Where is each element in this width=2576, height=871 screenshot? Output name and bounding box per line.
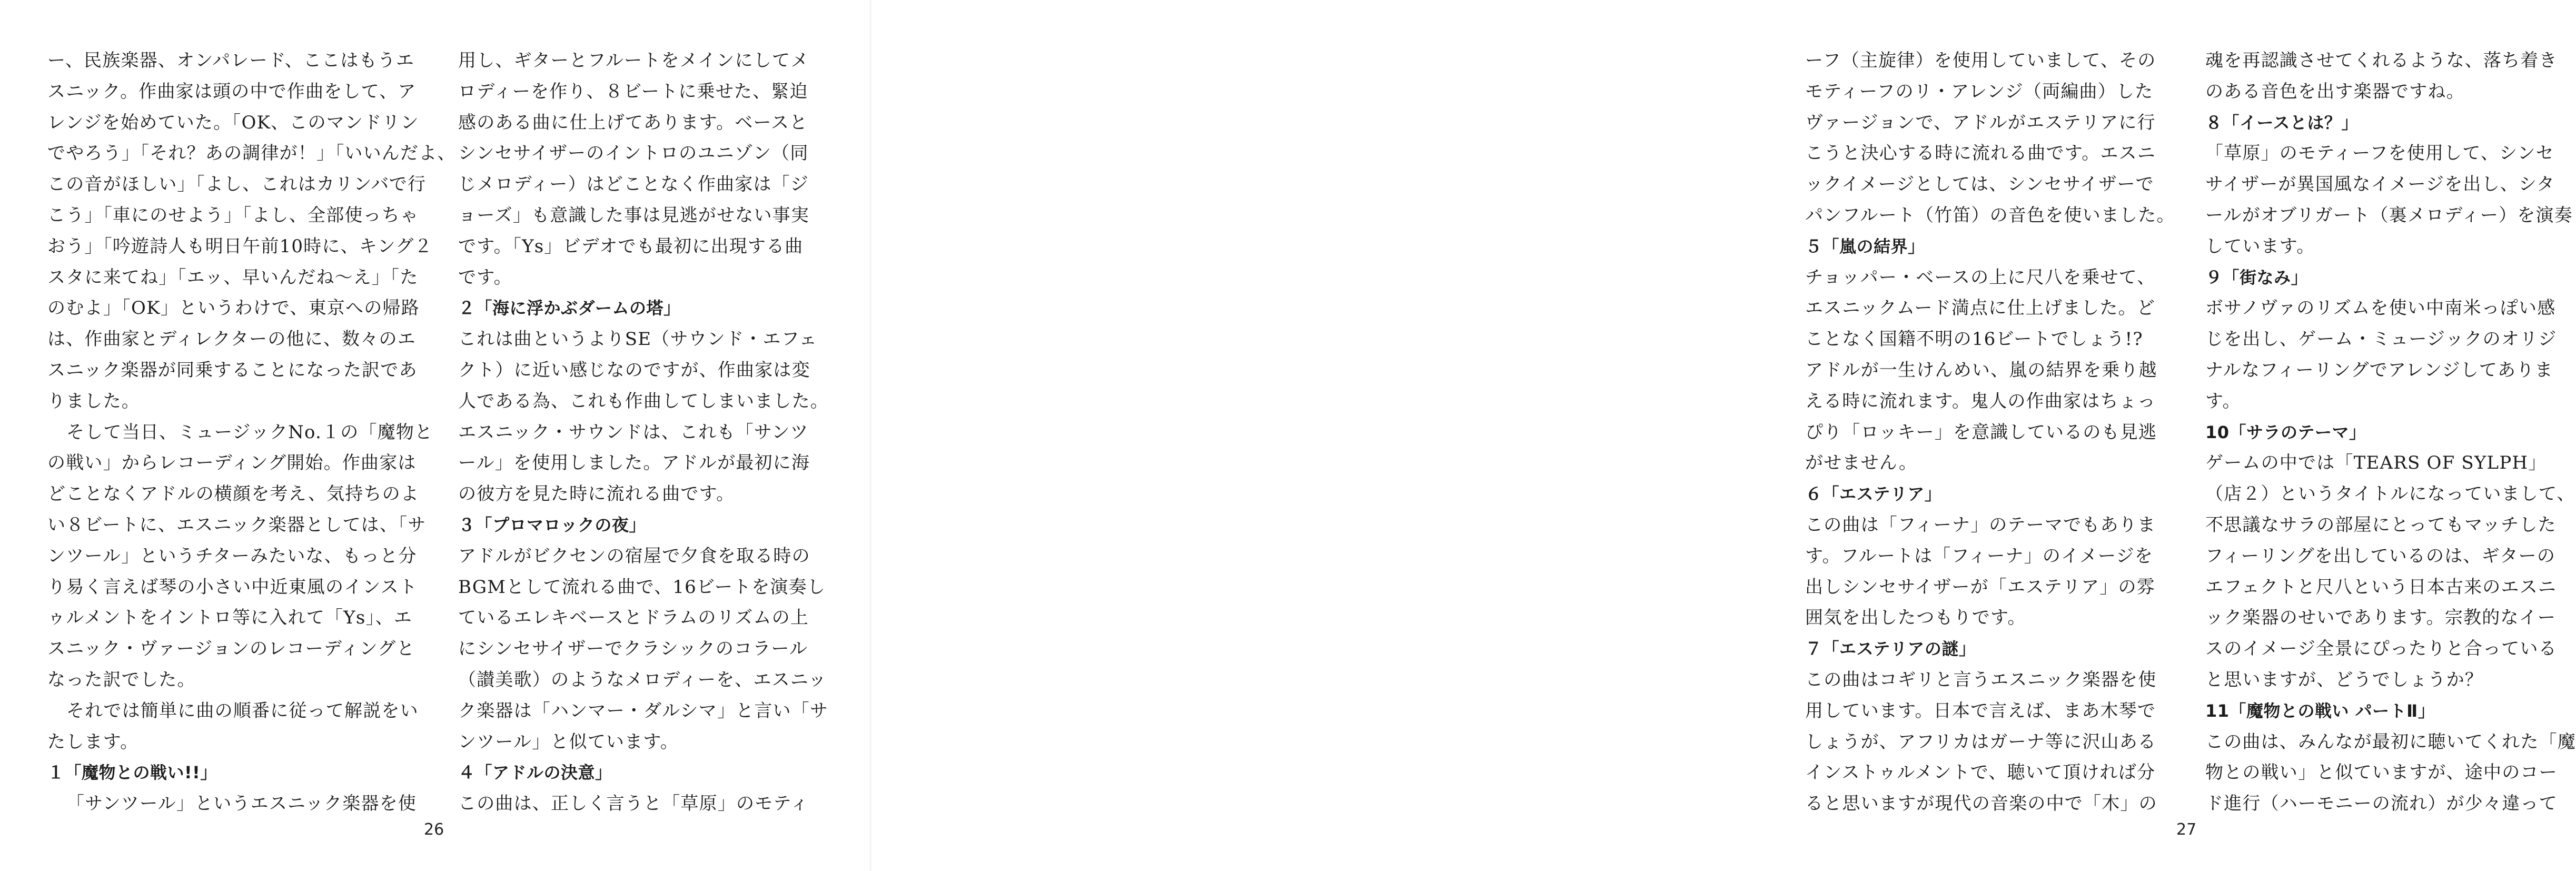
text-line: り易く言えば琴の小さい中近東風のインスト (47, 576, 418, 598)
text-line: ているエレキベースとドラムのリズムの上 (458, 607, 809, 629)
text-line: ゲームの中では「TEARS OF SYLPH」 (2205, 452, 2547, 474)
text-line: ボサノヴァのリズムを使い中南米っぽい感 (2205, 298, 2556, 319)
text-line: 「草原」のモティーフを使用して、シンセ (2205, 143, 2554, 164)
text-line: ぴり「ロッキー」を意識しているのも見逃 (1805, 421, 2157, 443)
text-line: スニック楽器が同乗することになった訳であ (47, 359, 418, 381)
text-line: そして当日、ミュージックNo.１の「魔物と (66, 421, 433, 443)
text-line: ーフ（主旋律）を使用していまして、その (1805, 50, 2156, 71)
text-line: じを出し、ゲーム・ミュージックのオリジ (2205, 329, 2557, 350)
text-line: のある音色を出す楽器ですね。 (2205, 81, 2465, 102)
text-line: ゥルメントをイントロ等に入れて「Ys」、エ (47, 607, 413, 629)
text-line: インストゥルメントで、聴いて頂ければ分 (1805, 762, 2156, 784)
text-line: 人である為、これも作曲してしまいました。 (458, 390, 829, 412)
text-line: これは曲というよりSE（サウンド・エフェ (458, 329, 818, 350)
track-heading: ２「海に浮かぶダームの塔」 (458, 298, 681, 319)
page-number-right: 27 (2176, 820, 2197, 839)
text-line: ール」を使用しました。アドルが最初に海 (458, 452, 810, 474)
text-line: スタに来てね」「エッ、早いんだね～え」「た (47, 266, 419, 288)
text-column-2 (458, 45, 827, 819)
text-line: BGMとして流れる曲で、16ビートを演奏し (458, 576, 826, 598)
text-line: 用し、ギターとフルートをメインにしてメ (458, 50, 809, 71)
text-line: この音がほしい」「よし、これはカリンバで行 (47, 174, 427, 195)
text-line: こうと決心する時に流れる曲です。エスニ (1805, 143, 2156, 164)
text-line: この曲はコギリと言うエスニック楽器を使 (1805, 669, 2157, 690)
track-heading: ４「アドルの決意」 (458, 763, 612, 783)
text-line: です。「Ys」ビデオでも最初に出現する曲 (458, 235, 804, 257)
text-line: ロディーを作り、８ビートに乗せた、緊迫 (458, 81, 808, 102)
text-line: ると思いますが現代の音楽の中で「木」の (1805, 793, 2157, 815)
text-line: がせません。 (1805, 452, 1918, 474)
text-line: ンツール」と似ています。 (458, 731, 679, 753)
text-line: える時に流れます。鬼人の作曲家はちょっ (1805, 390, 2156, 412)
text-line: にシンセサイザーでクラシックのコラール (458, 638, 808, 660)
track-heading: 10「サラのテーマ」 (2205, 422, 2366, 442)
text-line: 魂を再認識させてくれるような、落ち着き (2205, 50, 2558, 71)
text-line: ンツール」というチターみたいな、もっと分 (47, 545, 417, 567)
text-line: ョーズ」も意識した事は見逃がせない事実 (458, 204, 810, 226)
text-line: クト）に近い感じなのですが、作曲家は変 (458, 359, 810, 381)
text-line: この曲は「フィーナ」のテーマでもありま (1805, 514, 2156, 536)
text-line: スニック・ヴァージョンのレコーディングと (47, 638, 415, 660)
text-line: シンセサイザーのイントロのユニゾン（同 (458, 143, 809, 164)
text-line: ド進行（ハーモニーの流れ）が少々違って (2205, 793, 2558, 815)
text-line: りました。 (47, 390, 140, 412)
text-line: じメロディー）はどことなく作曲家は「ジ (458, 174, 809, 195)
text-column-1 (47, 45, 456, 819)
text-line: す。フルートは「フィーナ」のイメージを (1805, 545, 2153, 567)
track-heading: ６「エステリア」 (1805, 484, 1942, 504)
text-line: しょうが、アフリカはガーナ等に沢山ある (1805, 731, 2157, 753)
track-heading: ５「嵐の結界」 (1805, 236, 1925, 256)
text-line: アドルが一生けんめい、嵐の結界を乗り越 (1805, 359, 2157, 381)
track-heading: １「魔物との戦い!!」 (47, 763, 217, 783)
text-line: （讃美歌）のようなメロディーを、エスニッ (458, 669, 827, 690)
text-line: どことなくアドルの横顔を考え、気持ちのよ (47, 483, 420, 505)
text-line: エスニック・サウンドは、これも「サンツ (458, 421, 809, 443)
text-line: す。 (2205, 390, 2241, 412)
text-line: い８ビートに、エスニック楽器としては、「サ (47, 514, 427, 536)
text-line: ことなく国籍不明の16ビートでしょう!? (1805, 329, 2143, 350)
text-line: は、作曲家とディレクターの他に、数々のエ (47, 329, 416, 350)
text-line: でやろう」「それ？あの調律が！」「いいんだよ、 (47, 143, 456, 164)
track-heading: ８「イースとは？」 (2205, 112, 2359, 133)
left-page (0, 0, 870, 871)
text-line: 感のある曲に仕上げてあります。ベースと (458, 112, 808, 133)
text-line: 物との戦い」と似ていますが、途中のコー (2205, 762, 2558, 784)
text-line: おう」「吟遊詩人も明日午前10時に、キング２ (47, 235, 433, 257)
text-line: フィーリングを出しているのは、ギターの (2205, 545, 2556, 567)
text-line: と思いますが、どうでしょうか？ (2205, 669, 2483, 690)
text-column-4 (2205, 45, 2576, 819)
text-line: スのイメージ全景にぴったりと合っている (2205, 638, 2557, 660)
text-line: のむよ」「OK」というわけで、東京への帰路 (47, 298, 420, 319)
text-line: モティーフのリ・アレンジ（両編曲）した (1805, 81, 2154, 102)
text-line: ク楽器は「ハンマー・ダルシマ」と言い「サ (458, 700, 829, 721)
text-line: （店２）というタイトルになっていまして、 (2205, 483, 2575, 505)
text-line: スニック。作曲家は頭の中で作曲をして、ア (47, 81, 417, 102)
text-line: ヴァージョンで、アドルがエステリアに行 (1805, 112, 2156, 133)
text-line: この曲は、正しく言うと「草原」のモティ (458, 793, 809, 815)
text-line: ー、民族楽器、オンパレード、ここはもうエ (47, 50, 415, 71)
right-page (870, 0, 2576, 871)
text-line: ナルなフィーリングでアレンジしてありま (2205, 359, 2553, 381)
track-heading: ９「街なみ」 (2205, 267, 2309, 288)
text-line: ックイメージとしては、シンセサイザーで (1805, 174, 2154, 195)
text-line: サイザーが異国風なイメージを出し、シタ (2205, 174, 2555, 195)
text-line: この曲は、みんなが最初に聴いてくれた「魔 (2205, 731, 2576, 753)
text-line: アドルがビクセンの宿屋で夕食を取る時の (458, 545, 810, 567)
text-line: それでは簡単に曲の順番に従って解説をい (66, 700, 419, 721)
text-line: レンジを始めていた。「OK、このマンドリン (47, 112, 419, 133)
text-line: エフェクトと尺八という日本古来のエスニ (2205, 576, 2557, 598)
text-line: パンフルート（竹笛）の音色を使いました。 (1805, 204, 2175, 226)
page-number-left: 26 (424, 820, 444, 839)
text-line: ック楽器のせいであります。宗教的なイー (2205, 607, 2557, 629)
text-column-3 (1805, 45, 2184, 819)
text-line: の彼方を見た時に流れる曲です。 (458, 483, 735, 505)
track-heading: ７「エステリアの謎」 (1805, 639, 1976, 659)
text-line: の戦い」からレコーディング開始。作曲家は (47, 452, 417, 474)
text-line: 不思議なサラの部屋にとってもマッチした (2205, 514, 2557, 536)
track-heading: 11「魔物との戦い パートⅡ」 (2205, 700, 2435, 721)
text-line: なった訳でした。 (47, 669, 196, 690)
text-line: 「サンツール」というエスニック楽器を使 (66, 793, 417, 815)
text-line: ールがオブリガート（裏メロディー）を演奏 (2205, 204, 2573, 226)
text-line: しています。 (2205, 235, 2315, 257)
text-line: こう」「車にのせよう」「よし、全部使っちゃ (47, 204, 419, 226)
text-line: 出しシンセサイザーが「エステリア」の雰 (1805, 576, 2155, 598)
text-line: チョッパー・ベースの上に尺八を乗せて、 (1805, 266, 2156, 288)
track-heading: ３「プロマロックの夜」 (458, 514, 646, 535)
text-line: です。 (458, 266, 512, 288)
text-line: たします。 (47, 731, 139, 753)
text-line: 囲気を出したつもりです。 (1805, 607, 2026, 629)
text-line: 用しています。日本で言えば、まあ木琴で (1805, 700, 2156, 721)
text-line: エスニックムード満点に仕上げました。ど (1805, 298, 2156, 319)
